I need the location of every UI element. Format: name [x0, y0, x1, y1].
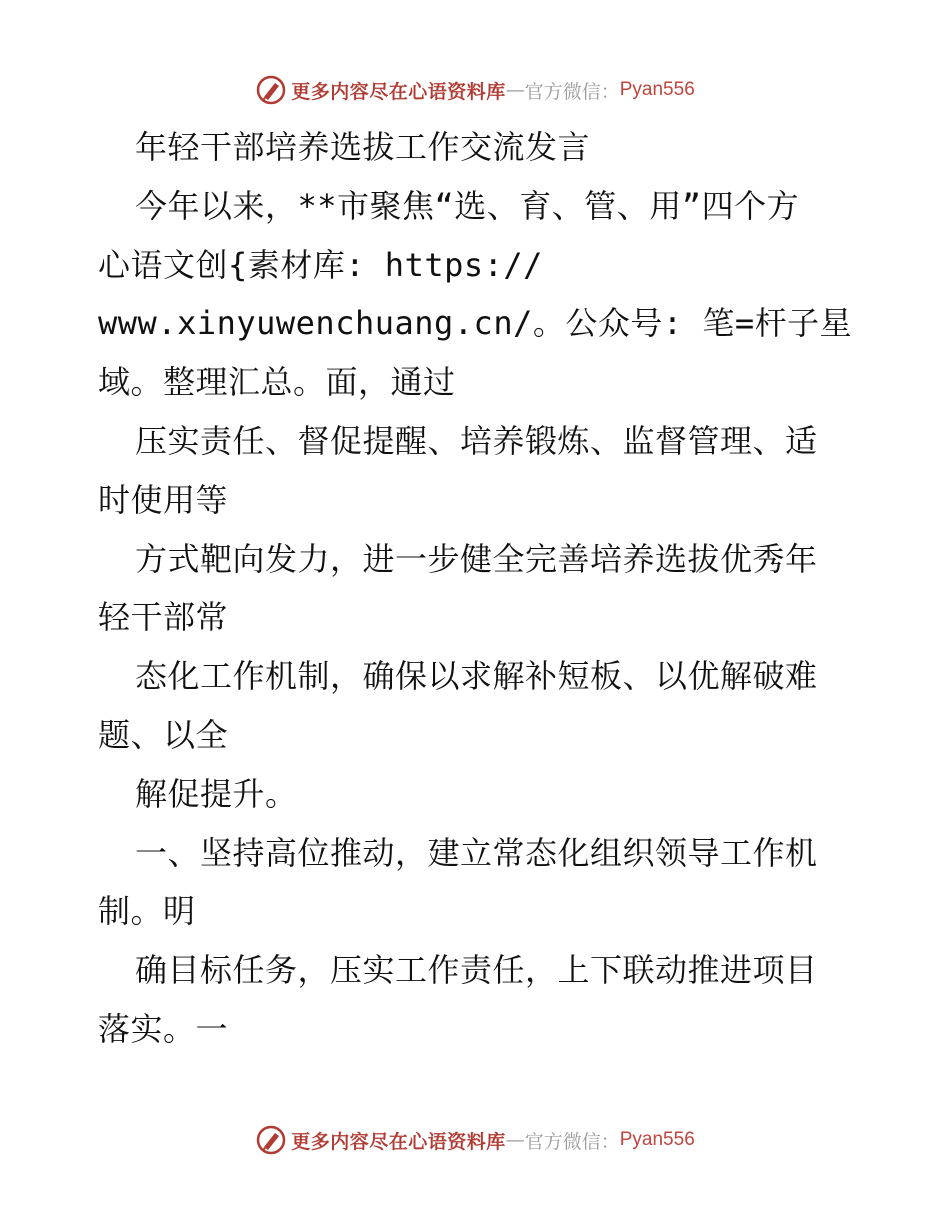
banner-separator: —: [505, 79, 525, 101]
paragraph-line: 轻干部常: [98, 598, 229, 637]
paragraph-line: 今年以来，**市聚焦“选、育、管、用”四个方: [135, 186, 800, 225]
header-watermark-banner: [0, 70, 950, 110]
banner-official-label: 官方微信：: [524, 1130, 620, 1153]
pen-nib-logo-icon: [255, 74, 287, 106]
paragraph-line: 域。整理汇总。面，通过: [98, 363, 456, 402]
document-body: [98, 118, 858, 1059]
banner-wechat-id: Pyan556: [619, 79, 695, 100]
banner-text: 更多内容尽在心语资料库: [291, 80, 506, 103]
paragraph-line: 心语文创{素材库: https://: [98, 245, 543, 284]
paragraph-line: 方式靶向发力，进一步健全完善培养选拔优秀年: [135, 539, 818, 578]
section-heading-line: 一、坚持高位推动，建立常态化组织领导工作机: [135, 833, 818, 872]
paragraph-line: 确目标任务，压实工作责任，上下联动推进项目: [135, 951, 818, 990]
banner-text: 更多内容尽在心语资料库: [291, 1130, 506, 1153]
paragraph-line: 态化工作机制，确保以求解补短板、以优解破难: [135, 657, 818, 696]
document-title: 年轻干部培养选拔工作交流发言: [135, 128, 591, 166]
banner-separator: —: [505, 1129, 525, 1151]
banner-wechat-id: Pyan556: [619, 1129, 695, 1150]
banner-official-label: 官方微信：: [524, 80, 620, 103]
footer-watermark-banner: [0, 1120, 950, 1160]
paragraph-line: 压实责任、督促提醒、培养锻炼、监督管理、适: [135, 421, 818, 460]
paragraph-line: www.xinyuwenchuang.cn/。公众号: 笔=杆子星: [98, 304, 853, 343]
paragraph-line: 时使用等: [98, 480, 229, 519]
paragraph-line: 落实。一: [98, 1009, 229, 1048]
pen-nib-logo-icon: [255, 1124, 287, 1156]
paragraph-line: 制。明: [98, 892, 196, 931]
paragraph-line: 解促提升。: [135, 774, 298, 813]
paragraph-line: 题、以全: [98, 715, 229, 754]
